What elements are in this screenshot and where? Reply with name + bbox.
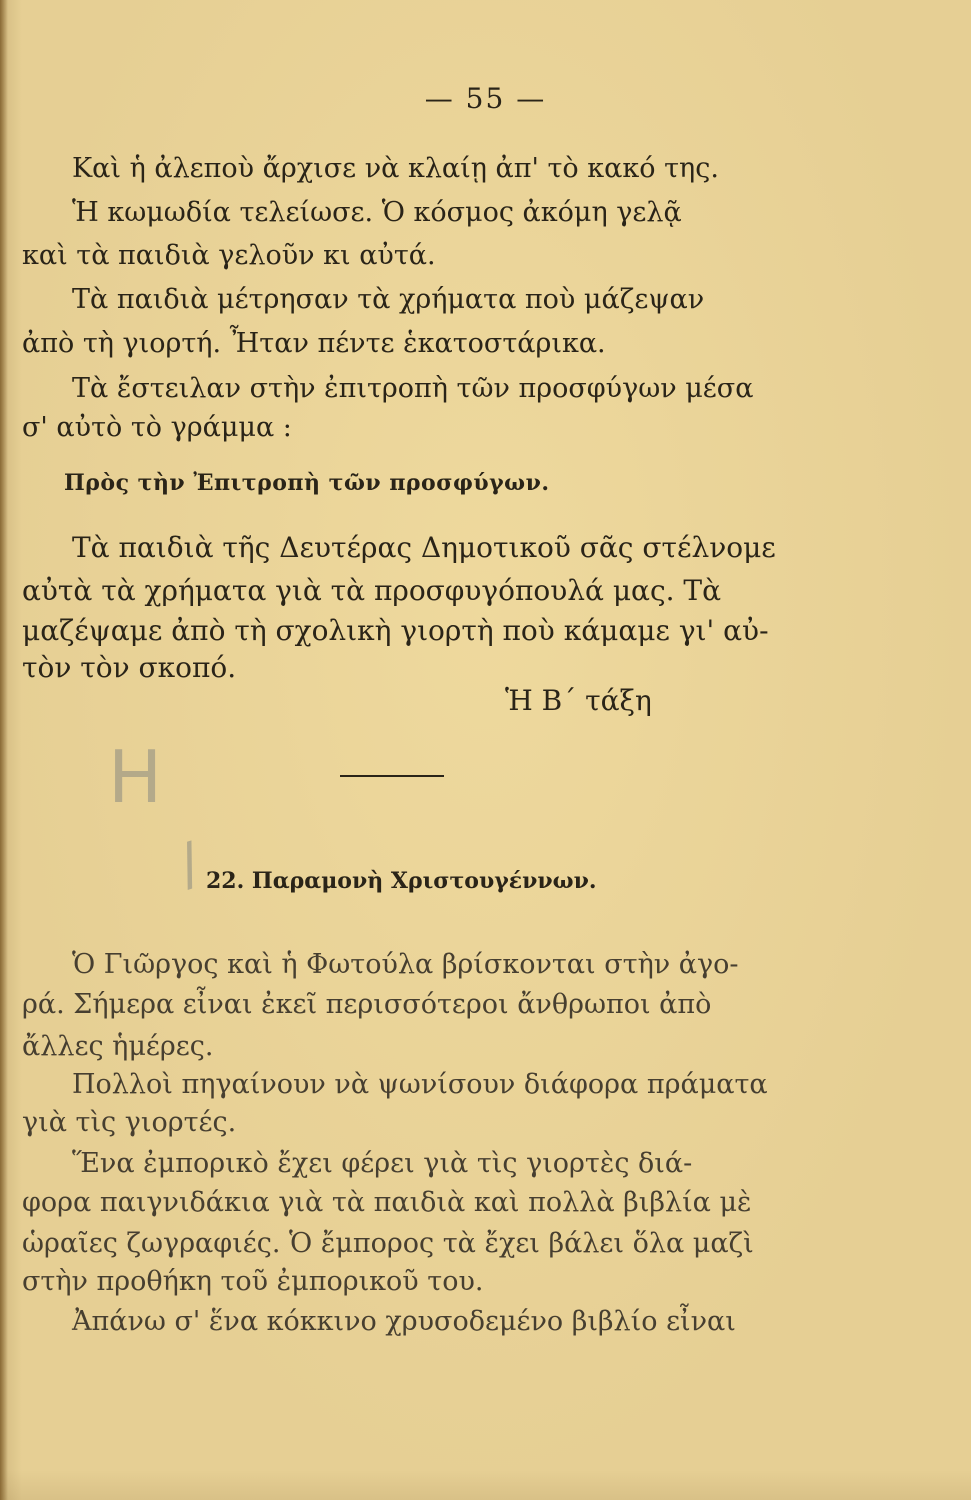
letter-heading: Πρὸς τὴν Ἐπιτροπὴ τῶν προσφύγων. <box>64 470 550 496</box>
text-line: Τὰ παιδιὰ τῆς Δευτέρας Δημοτικοῦ σᾶς στέλνομε <box>72 531 776 564</box>
page-edge-shadow <box>0 0 8 1500</box>
pencil-mark-check: / <box>170 830 209 899</box>
text-line: Τὰ ἔστειλαν στὴν ἐπιτροπὴ τῶν προσφύγων μέσα <box>72 373 754 404</box>
section-title: 22. Παραμονὴ Χριστουγέννων. <box>206 868 597 894</box>
text-line: στὴν προθήκη τοῦ ἐμπορικοῦ του. <box>22 1266 484 1297</box>
text-line: ρά. Σήμερα εἶναι ἐκεῖ περισσότεροι ἄνθρωποι ἀπὸ <box>22 989 712 1020</box>
text-line: μαζέψαμε ἀπὸ τὴ σχολικὴ γιορτὴ ποὺ κάμαμε γι' αὐ- <box>22 614 769 647</box>
text-line: Ἡ κωμωδία τελείωσε. Ὁ κόσμος ἀκόμη γελᾷ <box>72 197 682 228</box>
text-line: Καὶ ἡ ἀλεποὺ ἄρχισε νὰ κλαίῃ ἀπ' τὸ κακό της. <box>72 153 719 184</box>
text-line: Πολλοὶ πηγαίνουν νὰ ψωνίσουν διάφορα πράματα <box>72 1069 768 1100</box>
text-line: ἀπὸ τὴ γιορτή. Ἦταν πέντε ἑκατοστάρικα. <box>22 328 606 359</box>
text-line: φορα παιγνιδάκια γιὰ τὰ παιδιὰ καὶ πολλὰ βιβλία μὲ <box>22 1187 752 1218</box>
text-line: αὐτὰ τὰ χρήματα γιὰ τὰ προσφυγόπουλά μας. Τὰ <box>22 574 722 607</box>
text-line: καὶ τὰ παιδιὰ γελοῦν κι αὐτά. <box>22 240 436 271</box>
section-divider <box>340 775 444 777</box>
text-line: ἄλλες ἡμέρες. <box>22 1031 214 1062</box>
text-line: Ὁ Γιῶργος καὶ ἡ Φωτούλα βρίσκονται στὴν ἀγο- <box>72 949 739 980</box>
text-line: τὸν τὸν σκοπό. <box>22 651 237 684</box>
text-line: Ἀπάνω σ' ἕνα κόκκινο χρυσοδεμένο βιβλίο εἶναι <box>72 1306 736 1337</box>
text-line: γιὰ τὶς γιορτές. <box>22 1107 237 1138</box>
text-line: σ' αὐτὸ τὸ γράμμα : <box>22 412 292 443</box>
letter-signature: Ἡ Β΄ τάξη <box>505 684 652 717</box>
page-number: — 55 — <box>424 82 547 115</box>
text-line: Τὰ παιδιὰ μέτρησαν τὰ χρήματα ποὺ μάζεψαν <box>72 284 705 315</box>
text-line: Ἕνα ἐμπορικὸ ἔχει φέρει γιὰ τὶς γιορτὲς διά- <box>72 1148 693 1179</box>
pencil-mark-h: H <box>108 735 163 819</box>
text-line: ὡραῖες ζωγραφιές. Ὁ ἔμπορος τὰ ἔχει βάλει ὅλα μαζὶ <box>22 1228 754 1259</box>
